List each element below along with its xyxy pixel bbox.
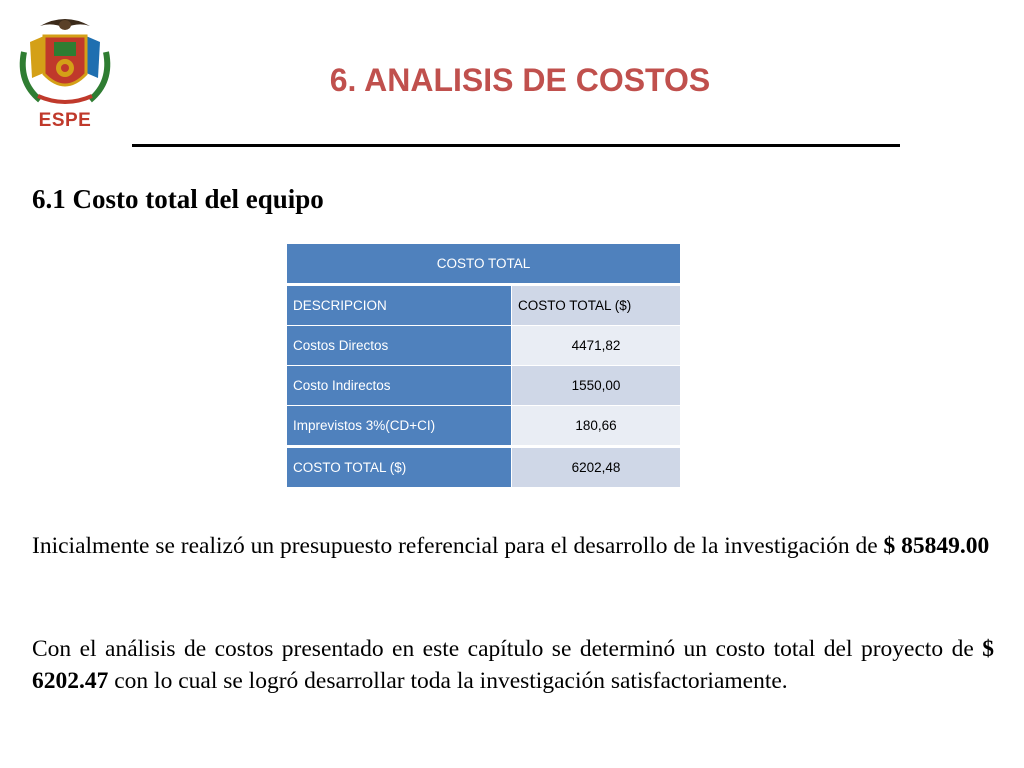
- row-value: 180,66: [512, 406, 681, 447]
- title-divider: [132, 144, 900, 147]
- paragraph-initial-budget: [32, 530, 994, 562]
- p2-amount: $ 6202.47: [32, 636, 994, 694]
- table-caption: COSTO TOTAL: [287, 244, 681, 285]
- table-row: [287, 366, 681, 406]
- p2-text-b: con lo cual se logró desarrollar toda la investigación satisfactoriamente.: [108, 668, 788, 694]
- p2-text-a: Con el análisis de costos presentado en este capítulo se determinó un costo total del proyecto de: [32, 636, 983, 662]
- table-total-row: [287, 447, 681, 488]
- crest-icon: [10, 12, 120, 112]
- p1-amount: $ 85849.00: [883, 533, 990, 559]
- table-row: [287, 326, 681, 366]
- row-desc: Costos Directos: [287, 326, 512, 366]
- section-subtitle: 6.1 Costo total del equipo: [32, 184, 324, 214]
- total-value: 6202,48: [512, 447, 681, 488]
- header-value: COSTO TOTAL ($): [512, 285, 681, 326]
- total-desc: COSTO TOTAL ($): [287, 447, 512, 488]
- table-row: [287, 406, 681, 447]
- espe-logo: [10, 12, 120, 134]
- row-value: 1550,00: [512, 366, 681, 406]
- row-value: 4471,82: [512, 326, 681, 366]
- header-desc: DESCRIPCION: [287, 285, 512, 326]
- logo-label: ESPE: [38, 110, 92, 131]
- table-caption-row: [287, 244, 681, 285]
- row-desc: Imprevistos 3%(CD+CI): [287, 406, 512, 447]
- p1-text: Inicialmente se realizó un presupuesto referencial para el desarrollo de la investigación de: [32, 533, 884, 559]
- table-header-row: [287, 285, 681, 326]
- cost-table: [286, 243, 681, 488]
- paragraph-final-cost: [32, 633, 994, 697]
- row-desc: Costo Indirectos: [287, 366, 512, 406]
- page-title: 6. ANALISIS DE COSTOS: [329, 62, 711, 98]
